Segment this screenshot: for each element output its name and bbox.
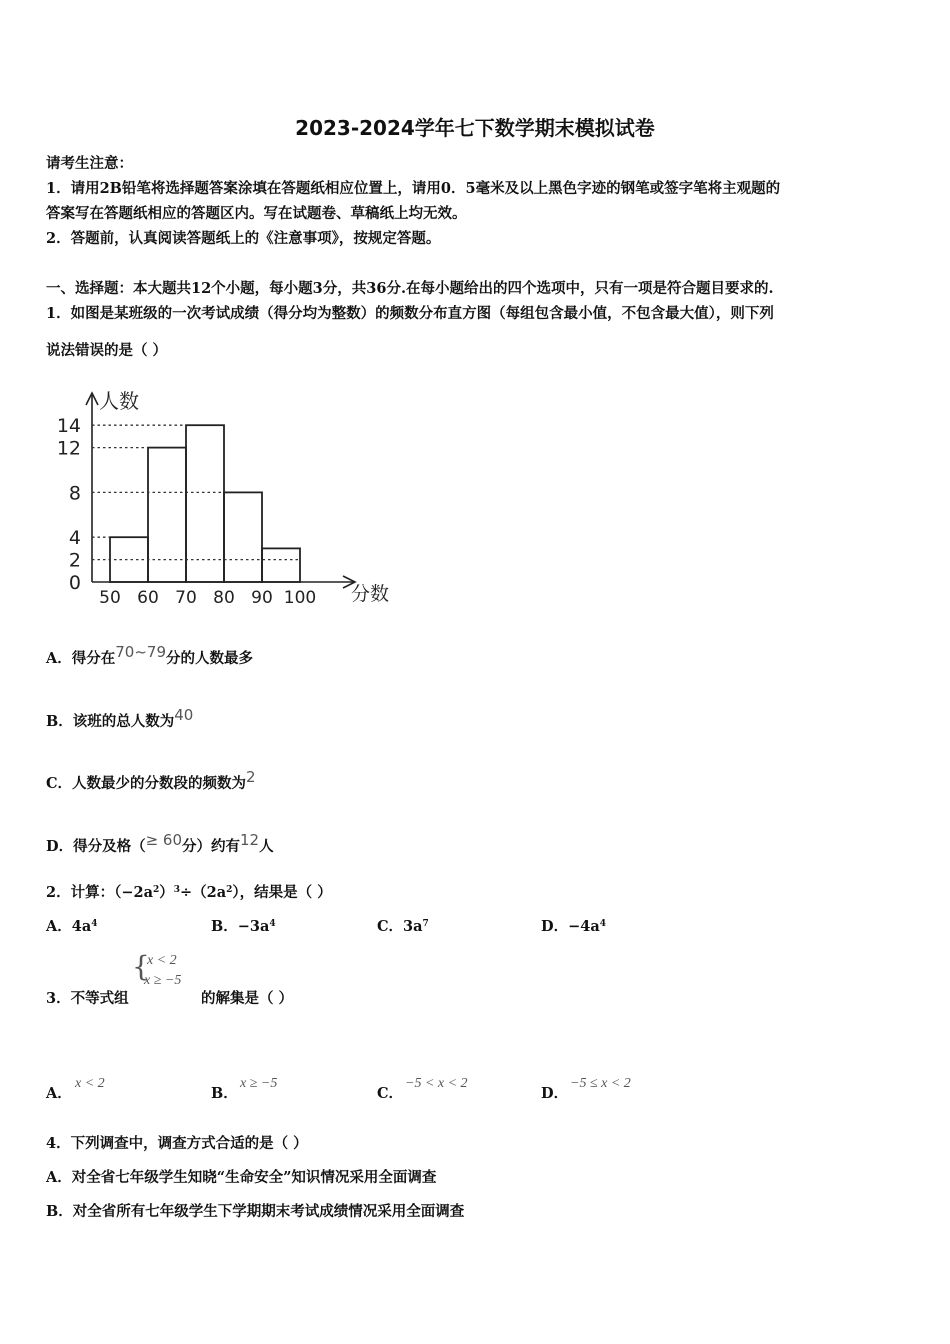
histogram-y-tick: 4 [68,527,81,550]
q1-a-pre: A．得分在 [46,650,116,667]
q2-a-sup: 4 [91,919,98,929]
q3-c-math: −5 < x < 2 [405,1076,468,1091]
histogram-x-tick: 60 [137,588,159,608]
q3-a-math: x < 2 [75,1076,105,1091]
q2-a-text: A．4a [46,918,92,935]
q3-option-c[interactable] [377,1082,403,1103]
q2-option-b[interactable] [211,915,276,936]
q2-c-text: C．3a [377,918,423,935]
q1-option-b[interactable] [46,706,193,731]
q2-stem-post: ），结果是（ ） [232,884,332,901]
q3-d-math: −5 ≤ x < 2 [570,1076,631,1091]
q4-stem: 4．下列调查中，调查方式合适的是（ ） [46,1135,308,1152]
notice-heading: 请考生注意： [46,155,133,172]
q3-d-label: D． [541,1085,569,1102]
q3-system-line-2: x ≥ −5 [144,973,182,988]
q2-sup-3: 2 [226,885,233,895]
q1-option-a[interactable] [46,643,253,668]
q3-option-a[interactable] [46,1082,72,1103]
q1-d-mid: 分）约有 [182,838,241,855]
q2-stem-mid-2: ÷（2a [180,884,227,901]
q3-system-line-1: x < 2 [147,953,177,968]
q2-stem-mid-1: ） [159,884,174,901]
histogram-x-tick: 90 [251,588,273,608]
q1-b-math: 40 [174,706,194,724]
q2-b-sup: 4 [269,919,276,929]
histogram-y-tick: 14 [56,415,81,438]
q3-b-math: x ≥ −5 [240,1076,278,1091]
histogram-y-label: 人数 [99,389,139,413]
q4-option-b[interactable]: B．对全省所有七年级学生下学期期末考试成绩情况采用全面调查 [46,1203,465,1220]
histogram-x-label: 分数 [351,583,390,605]
q2-stem-pre: 2．计算：（−2a [46,884,153,901]
frequency-histogram [55,383,415,613]
histogram-x-tick: 50 [99,588,121,608]
q2-option-c[interactable] [377,915,429,936]
histogram-y-tick: 2 [68,549,81,572]
q2-stem [46,881,332,902]
notice-line-1a: 1．请用2B铅笔将选择题答案涂填在答题纸相应位置上，请用0．5毫米及以上黑色字迹的钢笔或签字笔将主观题的 [46,180,781,197]
q2-c-sup: 7 [422,919,429,929]
q3-stem-pre: 3．不等式组 [46,990,129,1007]
q1-d-math-1: ≥ 60 [145,831,183,849]
q1-d-post: 人 [259,838,274,855]
q1-a-post: 分的人数最多 [166,650,253,667]
q1-option-c[interactable] [46,768,256,793]
q2-option-d[interactable] [541,915,606,936]
page-title: 2023-2024学年七下数学期末模拟试卷 [295,116,655,140]
q1-stem-b: 说法错误的是（ ） [46,342,168,359]
q1-c-pre: C．人数最少的分数段的频数为 [46,775,247,792]
histogram-x-tick: 70 [175,588,197,608]
q4-option-a[interactable]: A．对全省七年级学生知晓“生命安全”知识情况采用全面调查 [46,1169,437,1186]
histogram-bar [262,548,300,582]
notice-line-2: 2．答题前，认真阅读答题纸上的《注意事项》，按规定答题。 [46,230,441,247]
q2-sup-1: 2 [152,885,160,895]
q3-b-label: B． [211,1085,238,1102]
q3-option-b[interactable] [211,1082,238,1103]
histogram-bar [186,425,224,582]
q1-d-math-2: 12 [240,831,260,849]
notice-line-1b: 答案写在答题纸相应的答题区内。写在试题卷、草稿纸上均无效。 [46,205,467,222]
q1-stem-a: 1．如图是某班级的一次考试成绩（得分均为整数）的频数分布直方图（每组包含最小值，不包含最大值），则下列 [46,305,774,322]
histogram-x-tick: 80 [213,588,235,608]
q2-option-a[interactable] [46,915,98,936]
q1-c-math: 2 [246,768,256,786]
q2-d-text: D．−4a [541,918,600,935]
q2-d-sup: 4 [599,919,606,929]
section-heading: 一、选择题：本大题共12个小题，每小题3分，共36分.在每小题给出的四个选项中，只有一项是符合题目要求的. [46,280,774,297]
q1-d-pre: D．得分及格（ [46,838,146,855]
q1-option-d[interactable] [46,831,274,856]
q1-a-math: 70~79 [115,643,166,661]
q3-stem-post: 的解集是（ ） [201,990,294,1007]
q1-b-pre: B．该班的总人数为 [46,713,175,730]
histogram-x-tick: 100 [283,588,317,608]
q2-sup-2: 3 [173,885,181,895]
q2-b-text: B．−3a [211,918,270,935]
q3-a-label: A． [46,1085,72,1102]
q3-option-d[interactable] [541,1082,568,1103]
histogram-y-tick: 12 [56,437,81,460]
q3-c-label: C． [377,1085,404,1102]
histogram-y-tick: 8 [68,482,81,505]
system-brace-icon: { [132,950,150,983]
histogram-bar [224,492,262,582]
histogram-y-tick: 0 [68,572,81,594]
histogram-bar [148,448,186,582]
